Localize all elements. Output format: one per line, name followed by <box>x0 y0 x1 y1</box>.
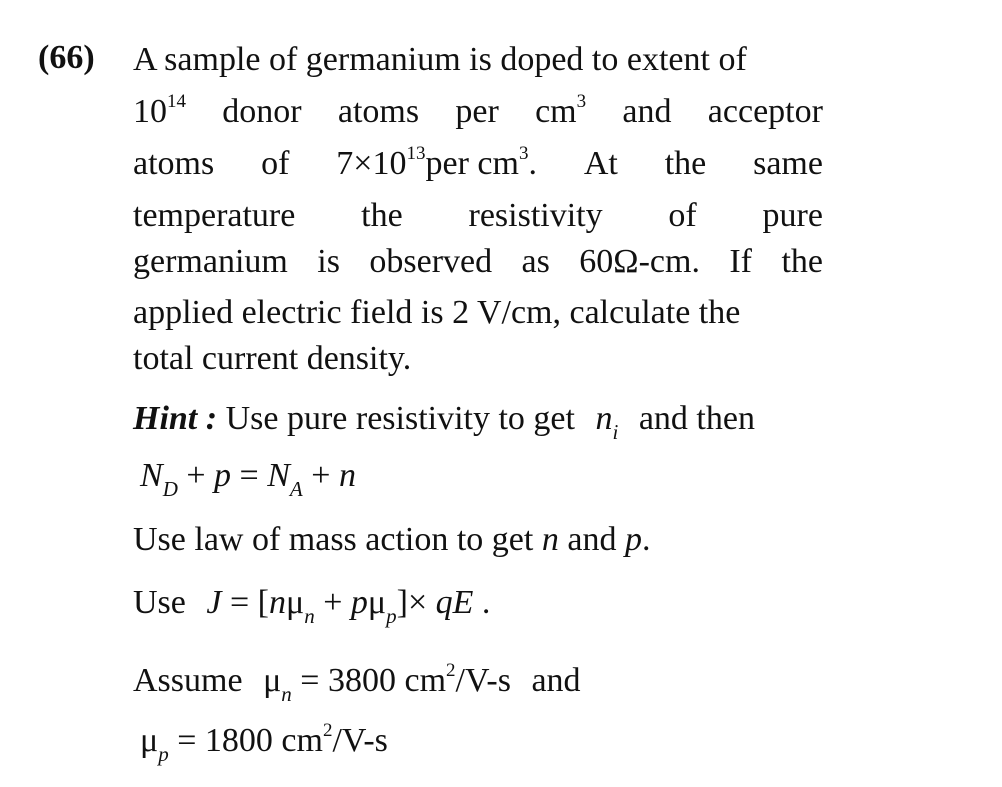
question-line-5 <box>133 242 823 282</box>
question-line-1: A sample of germanium is doped to extent of <box>133 41 747 78</box>
current-density-equation: Use $J = [n\mu_n + p\mu_p]\times$ qE . <box>133 584 491 628</box>
word: At <box>583 145 618 182</box>
word: If <box>729 243 753 280</box>
word: acceptor <box>707 93 823 130</box>
word: is <box>317 243 340 280</box>
word: atoms <box>133 145 215 182</box>
question-line-2 <box>133 92 823 137</box>
hole-mobility-line: $\mu_p = 1800$ $cm^2/V-s$ <box>140 720 388 766</box>
word: pure <box>762 197 823 234</box>
word: and <box>622 93 672 130</box>
assume-mobility-line: Assume $\mu_n = 3800$ $cm^2/V-s$ and <box>133 660 581 706</box>
word: germanium <box>133 243 288 280</box>
charge-neutrality-equation: $N_D + p = N_A + n$ <box>140 457 356 501</box>
word: the <box>361 197 403 234</box>
hint-tail: and then <box>638 400 755 437</box>
word: of <box>261 145 290 182</box>
word: per <box>455 93 499 130</box>
word: of <box>668 197 697 234</box>
hint-text: Use pure resistivity to get <box>225 400 575 437</box>
word: atoms <box>337 93 420 130</box>
donor-concentration: $10^{14}$ <box>133 91 186 130</box>
hint-line <box>133 399 823 442</box>
hint-label: Hint : <box>133 400 218 437</box>
word: same <box>753 145 823 182</box>
word: the <box>664 145 707 182</box>
question-line-3 <box>133 144 823 189</box>
unit-cm3: $cm^3$ <box>535 91 587 130</box>
question-line-7: total current density. <box>133 340 412 377</box>
question-line-4 <box>133 196 823 236</box>
word: donor <box>222 93 302 130</box>
acceptor-concentration: $7\times 10^{13}per$ $cm^3$. <box>336 143 537 182</box>
word: the <box>781 243 823 280</box>
question-line-6: applied electric field is 2 V/cm, calculate the <box>133 294 741 331</box>
word: observed <box>369 243 493 280</box>
word: resistivity <box>468 197 603 234</box>
word: temperature <box>133 197 296 234</box>
resistivity-value: 60Ω-cm. <box>579 243 700 280</box>
word: as <box>521 243 550 280</box>
hint-variable: $n_i$ <box>595 400 619 444</box>
mass-action-line: Use law of mass action to get n and p. <box>133 521 651 558</box>
question-number: (66) <box>38 39 95 76</box>
